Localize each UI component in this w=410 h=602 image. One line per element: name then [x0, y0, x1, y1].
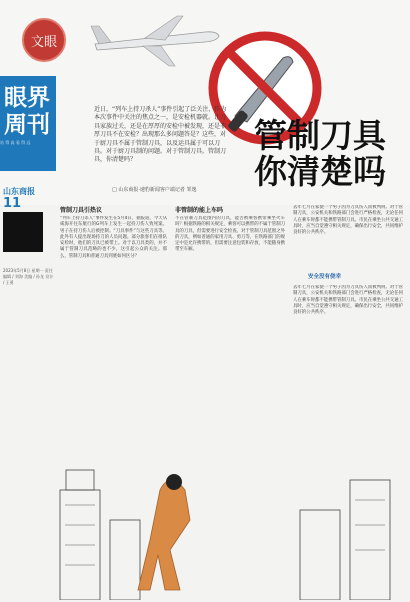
city-skyline-illustration	[50, 430, 410, 600]
byline: □ 山东商报·速豹新闻客户端记者 邹逸	[112, 187, 197, 193]
headline-line-1: 管制刀具	[254, 116, 386, 155]
column-seal	[22, 18, 66, 62]
paper-name: 山东商报	[3, 187, 35, 196]
article-column-3b: 去年七月在家使一个男子因为刀具伤人而被判刑。对于管制刀具，公安机关和铁路部门会进行严格检查，无论任何人在乘车时都不能携带管制刀具。市民在乘坐公共交通工具时，应当自觉遵守相关规定，确保出行安全，共同维护良好的公共秩序。	[293, 285, 403, 316]
page-number: 11	[3, 196, 22, 211]
brand-title: 眼界周刊	[4, 84, 50, 138]
section-heading-2: 非管制的能上车吗	[175, 207, 224, 214]
article-column-1: “列车上持刀杀人”事件发生在5月4日，据报道，今天从威海开往东航行的G列车上发生一起持刀伤人致死案。男子在持刀伤人后被控制。“刀具事件”与这些刀具等。此外有人提出现场持刀的人员问题。部分旅客们在排队安检时，他们的刀具已被带上。对于以刀具类的，并不属于管制刀具范畴的也不少，这引起公众的关注。那么，管制刀具和普通刀具到底如何区分？	[60, 216, 167, 259]
airplane-illustration	[85, 10, 225, 70]
page-meta: 2023年5月8日 星期一 责任编辑 / 刘海 美编 / 孙龙 设计 / 王勇	[3, 268, 54, 285]
seal-text: 文眼	[30, 34, 57, 50]
section-heading-1: 管制刀具引热议	[60, 207, 103, 214]
headline	[235, 118, 405, 190]
headline-line-2: 你清楚吗	[254, 152, 386, 191]
qr-code-icon	[3, 212, 43, 252]
article-column-2: 不在管制刀具范围内的刀具，能否被乘客携带乘坐火车吗？根据铁路的相关规定，乘客可以携带的不属于管制刀具的刀具，但需要进行安全检查。对于管制刀具范围之外的刀具，例如普通的家用刀具、剪刀等，在铁路部门的规定中是允许携带的，但需要注意包装和存放，不能随身携带至车厢。	[175, 216, 285, 253]
section-heading-3: 安全没有侥幸	[308, 274, 342, 280]
brand-subtitle: 站 得 高 看 得 远	[0, 140, 31, 145]
intro-text: 近日，“列车上持刀杀人”事件引起了泛关注，作为本次事件中关注的焦点之一，是安检机器就。让刀具家族过关，还是在厚厚的安检中被发现，还是非厚刀具不在安检？出现那么多问题答是？这些，对于厨刀具不属于管制刀具，以及运具属于可以刀具。对于厨刀具制的问题。对于管制刀具。管制刀具，你清楚吗？	[94, 106, 227, 164]
article-column-3a: 去年七月在家使一个男子因为刀具伤人而被判刑。对于管制刀具，公安机关和铁路部门会进行严格检查，无论任何人在乘车时都不能携带管制刀具。市民在乘坐公共交通工具时，应当自觉遵守相关规定，确保出行安全，共同维护良好的公共秩序。	[293, 205, 403, 236]
